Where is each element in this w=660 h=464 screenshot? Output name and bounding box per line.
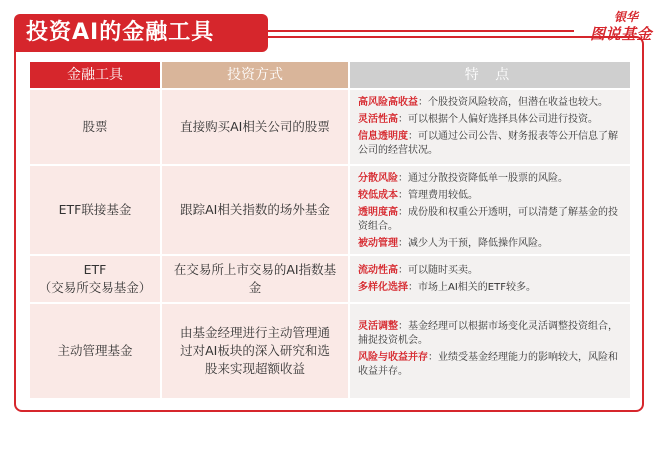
table-row — [30, 90, 630, 164]
brand-line2: 图说基金 — [589, 25, 652, 43]
feature-item — [358, 206, 622, 234]
features-cell — [350, 304, 630, 398]
table-row — [30, 304, 630, 398]
tool-cell — [30, 304, 160, 398]
table-row — [30, 166, 630, 254]
tool-name: ETF联接基金 — [58, 202, 132, 217]
feature-item — [358, 237, 622, 251]
feature-desc: ：市场上AI相关的ETF较多。 — [408, 282, 536, 293]
page-title: 投资AI的金融工具 — [14, 14, 268, 52]
method-cell: 直接购买AI相关公司的股票 — [162, 90, 348, 164]
tool-cell — [30, 90, 160, 164]
feature-desc: ：业绩受基金经理能力的影响较大，风险和收益并存。 — [358, 352, 618, 377]
feature-name: 流动性高 — [358, 265, 398, 276]
feature-desc: ：可以根据个人偏好选择具体公司进行投资。 — [398, 114, 598, 125]
feature-name: 灵活调整 — [358, 321, 398, 332]
feature-desc: ：减少人为干预，降低操作风险。 — [398, 238, 548, 249]
features-cell — [350, 90, 630, 164]
feature-desc: ：可以随时买卖。 — [398, 265, 478, 276]
feature-name: 较低成本 — [358, 190, 398, 201]
feature-desc: ：成份股和权重公开透明，可以清楚了解基金的投资组合。 — [358, 207, 618, 232]
feature-item — [358, 130, 622, 158]
header-tool: 金融工具 — [30, 62, 160, 88]
feature-desc: ：可以通过公司公告、财务报表等公开信息了解公司的经营状况。 — [358, 131, 618, 156]
feature-name: 多样化选择 — [358, 282, 408, 293]
tool-subname: （交易所交易基金） — [38, 280, 152, 295]
table-row — [30, 256, 630, 302]
feature-name: 分散风险 — [358, 173, 398, 184]
feature-name: 灵活性高 — [358, 114, 398, 125]
tool-cell — [30, 166, 160, 254]
feature-name: 信息透明度 — [358, 131, 408, 142]
features-cell — [350, 256, 630, 302]
feature-item — [358, 320, 622, 348]
header-features: 特 点 — [350, 62, 630, 88]
brand-logo — [578, 10, 652, 50]
feature-item — [358, 281, 622, 295]
method-cell: 跟踪AI相关指数的场外基金 — [162, 166, 348, 254]
feature-name: 风险与收益并存 — [358, 352, 428, 363]
method-cell: 由基金经理进行主动管理通过对AI板块的深入研究和选股来实现超额收益 — [162, 304, 348, 398]
feature-desc: ：管理费用较低。 — [398, 190, 478, 201]
tool-name: 股票 — [82, 119, 108, 134]
feature-item — [358, 189, 622, 203]
title-divider — [268, 30, 574, 32]
brand-line1: 银华 — [613, 10, 638, 24]
feature-item — [358, 264, 622, 278]
instruments-table — [30, 62, 630, 400]
header-method: 投资方式 — [162, 62, 348, 88]
feature-desc: ：基金经理可以根据市场变化灵活调整投资组合，捕捉投资机会。 — [358, 321, 618, 346]
tool-name: ETF — [83, 262, 107, 277]
table-header — [30, 62, 630, 88]
feature-item — [358, 96, 622, 110]
feature-name: 被动管理 — [358, 238, 398, 249]
feature-item — [358, 172, 622, 186]
features-cell — [350, 166, 630, 254]
feature-desc: ：个股投资风险较高，但潜在收益也较大。 — [418, 97, 608, 108]
tool-cell — [30, 256, 160, 302]
feature-item — [358, 351, 622, 379]
feature-name: 透明度高 — [358, 207, 398, 218]
method-cell: 在交易所上市交易的AI指数基金 — [162, 256, 348, 302]
feature-desc: ：通过分散投资降低单一股票的风险。 — [398, 173, 568, 184]
feature-name: 高风险高收益 — [358, 97, 418, 108]
feature-item — [358, 113, 622, 127]
tool-name: 主动管理基金 — [57, 343, 133, 358]
